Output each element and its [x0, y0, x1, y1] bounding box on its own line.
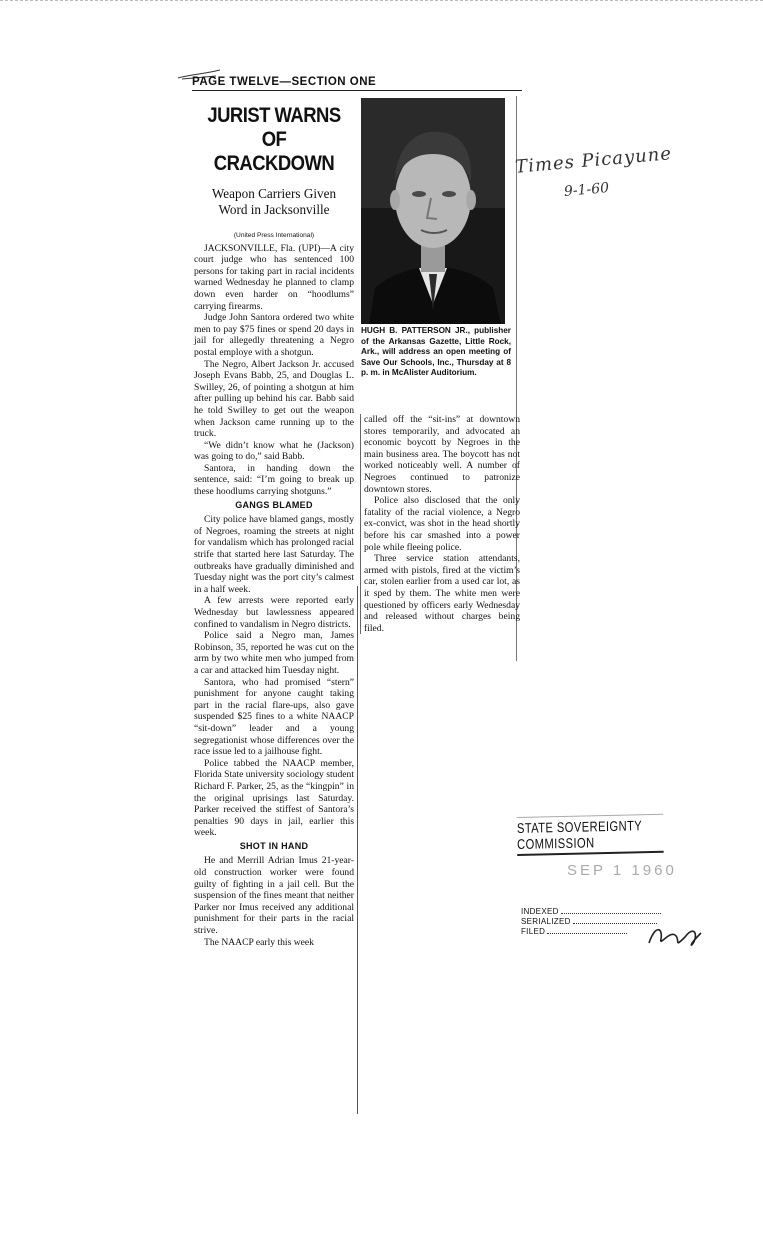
paragraph: JACKSONVILLE, Fla. (UPI)—A city court judge who has sentenced 100 persons for taking part in racial incidents warned Wednesday he planned to clamp down even harder on “hoodlums” carrying firearms. — [194, 242, 354, 312]
subhead-shot-in-hand: SHOT IN HAND — [239, 840, 309, 851]
paragraph: Police tabbed the NAACP member, Florida State university sociology student Richard F. Parker, 25, as the “kingpin” in the original uprisings last Saturday. Parker received the stiffest of Santora’s penalties 90 days in jail, earlier this week. — [194, 757, 354, 839]
stamp-title: STATE SOVEREIGNTY COMMISSION — [517, 814, 664, 856]
column-rule — [357, 586, 358, 1114]
wire-credit: (United Press International) — [233, 232, 315, 239]
article-column-2 — [360, 414, 520, 634]
paragraph: Three service station attendants, armed with pistols, fired at the victim’s car, stolen earlier from a used car lot, as it sped by them. The white men were questioned by officers early Wednesday and released without charges being filed. — [364, 553, 520, 634]
paragraph: Police also disclosed that the only fatality of the racial violence, a Negro ex-convict, was shot in the head shortly before his car smashed into a power pole while fleeing police. — [364, 495, 520, 553]
stamp-field-label: FILED — [521, 927, 546, 936]
article-deck — [194, 186, 354, 218]
stamp-field-serialized — [521, 917, 657, 926]
stamp-field-indexed — [521, 907, 661, 916]
commission-stamp — [515, 815, 700, 951]
paragraph: City police have blamed gangs, mostly of Negroes, roaming the streets at night for vandalism which has prolonged racial strife that started here last Saturday. The outbreaks have gradually diminished and Tuesday night was the port city’s calmest in a half week. — [194, 514, 354, 595]
stamp-field-filed — [521, 927, 627, 936]
portrait-photo — [361, 98, 505, 324]
paragraph: Santora, who had promised “stern” punishment for anyone caught taking part in the racial flare-ups, also gave suspended $25 fines to a white NAACP “sit-down” leader and a young segregationist whose differences over the race issue led to a jailhouse fight. — [194, 676, 354, 758]
paragraph: called off the “sit-ins” at downtown stores temporarily, and advocated an economic boycott by Negroes in the main business area. The boycott has not worked noticeably well. A number of Negroes continued to patronize downtown stores. — [364, 414, 520, 495]
paragraph: He and Merrill Adrian Imus 21-year-old construction worker were found guilty of fighting in a jail cell. But the suspension of the fines meant that neither Parker nor Imus received any additional punishment for their parts in the racial strive. — [194, 855, 354, 937]
handwritten-source-note: Times Picayune — [514, 143, 673, 178]
headline-line-1: JURIST WARNS — [207, 104, 341, 127]
paragraph: “We didn’t know what he (Jackson) was going to do,” said Babb. — [194, 439, 354, 463]
stamp-field-label: SERIALIZED — [521, 917, 571, 926]
article-headline — [204, 104, 345, 176]
photo-caption: HUGH B. PATTERSON JR., publisher of the Arkansas Gazette, Little Rock, Ark., will address an open meeting of Save Our Schools, Inc., Thursday at 8 p. m. in McAlister Auditorium. — [361, 326, 511, 378]
subhead-gangs-blamed: GANGS BLAMED — [235, 499, 313, 510]
deck-line-2: Word in Jacksonville — [218, 202, 330, 217]
scan-top-border — [0, 0, 763, 5]
handwritten-date-note: 9-1-60 — [563, 180, 610, 200]
portrait-photo-graphic — [361, 98, 505, 324]
paragraph: Santora, in handing down the sentence, said: “I’m going to break up these hoodlums carrying shotguns.” — [194, 462, 354, 498]
stamp-date: SEP 1 1960 — [567, 862, 677, 879]
handwritten-initials-signature — [645, 921, 705, 951]
paragraph: Police said a Negro man, James Robinson, 35, reported he was cut on the arm by two white men who jumped from a car and attacked him Tuesday night. — [194, 630, 354, 676]
paragraph: The NAACP early this week — [204, 936, 314, 948]
paragraph: The Negro, Albert Jackson Jr. accused Joseph Evans Babb, 25, and Douglas L. Swilley, 26, of pointing a shotgun at him after pulling up behind his car. Babb said he told Swilley to get out the weapon when Jackson came running up to the truck. — [194, 358, 354, 440]
paragraph: Judge John Santora ordered two white men to pay $75 fines or spend 20 days in jail for allegedly threatening a Negro postal employe with a shotgun. — [194, 312, 354, 358]
article-column-1 — [194, 104, 354, 948]
stamp-field-label: INDEXED — [521, 907, 559, 916]
deck-line-1: Weapon Carriers Given — [211, 186, 337, 201]
paragraph: A few arrests were reported early Wednesday but lawlessness appeared confined to vandalism in Negro districts. — [194, 595, 354, 630]
page-masthead: PAGE TWELVE—SECTION ONE — [192, 76, 522, 91]
headline-line-2: OF CRACKDOWN — [213, 128, 335, 175]
